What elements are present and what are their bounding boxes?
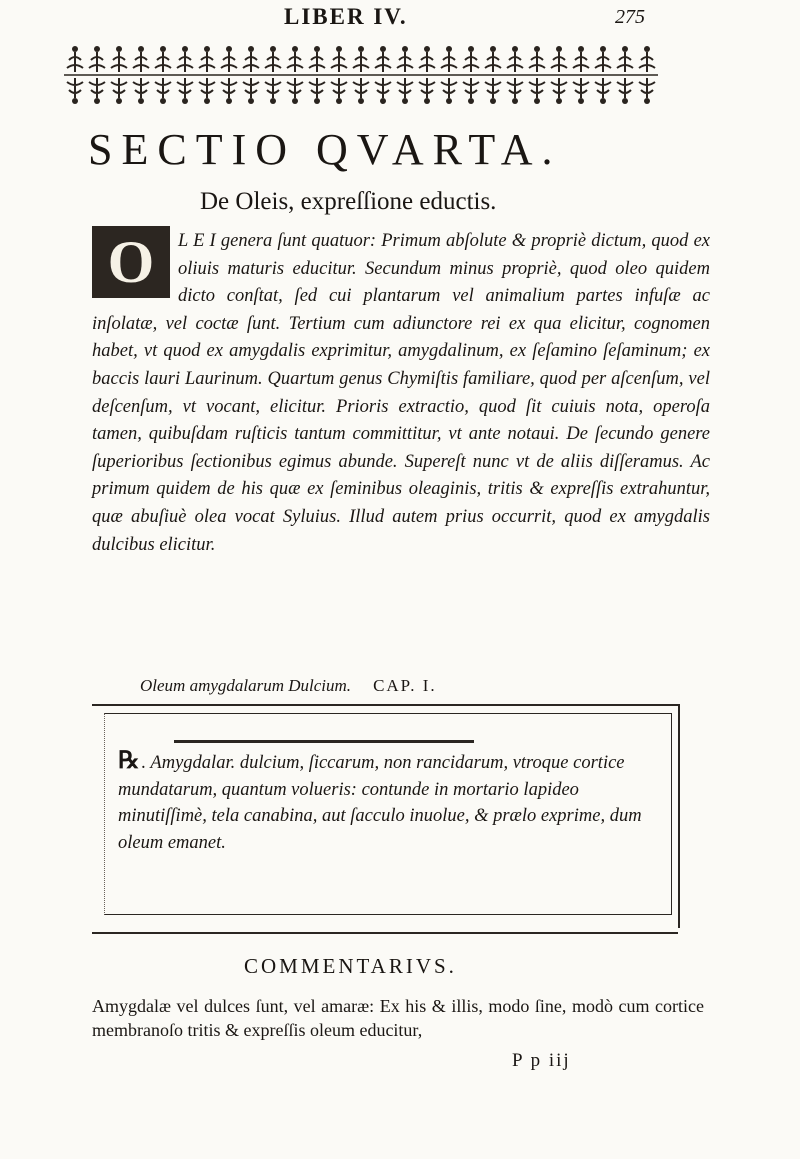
intro-paragraph — [92, 228, 710, 559]
fleuron-border-icon — [64, 42, 658, 108]
recipe-text: . Amygdalar. dulcium, ſiccarum, non rancidarum, vtroque cortice mundatarum, quantum volueris: contunde in mortario lapideo minutiſſimè, tela canabina, aut ſacculo inuolue, & prælo exprime, dum oleum emanet. — [118, 753, 642, 853]
running-head — [0, 4, 800, 34]
chapter-label: Oleum amygdalarum Dulcium. — [140, 676, 352, 695]
section-title: SECTIO QVARTA. — [88, 125, 562, 174]
initial-spacer — [92, 228, 178, 304]
section-subtitle: De Oleis, expreſſione eductis. — [200, 188, 497, 215]
recipe-symbol: ℞ — [118, 748, 140, 774]
chapter-heading — [140, 676, 437, 696]
chapter-number: CAP. I. — [373, 676, 437, 695]
intro-text: L E I genera ſunt quatuor: Primum abſolute & propriè dictum, quod ex oliuis maturis educitur. Secundum minus propriè, quod oleo quidem dicto conſtat, ſed cui plantarum vel animalium partes infuſæ ac inſolatæ, vel coctæ ſunt. Tertium cum adiunctore rei ex qua elicitur, cognomen habet, vt quod ex amygdalis exprimitur, amygdalinum, ex ſeſamino ſeſaminum; ex baccis lauri Laurinum. Quartum genus Chymiſtis familiare, quod per aſcenſum, vel deſcenſum, vt vocant, elicitur. Prioris extractio, quod ſit cuiuis nota, operoſa tamen, quibuſdam ruſticis tantum committitur, vt ante notaui. De ſecundo genere ſuperioribus ſectionibus egimus abunde. Supereſt nunc vt de aliis diſſeramus. Ac primum quidem de his quæ ex ſeminibus oleaginis, tritis & expreſſis extrahuntur, quæ abuſiuè olea vocat Syluius. Illud autem prius occurrit, quod ex amygdalis dulcibus elicitur. — [92, 231, 710, 555]
commentary-heading: COMMENTARIVS. — [244, 954, 457, 978]
recipe-frame-rule — [92, 932, 678, 934]
ornament-band — [64, 42, 658, 108]
running-title: LIBER IV. — [284, 4, 408, 29]
recipe-paragraph — [118, 748, 658, 856]
signature-mark: P p iij — [512, 1050, 571, 1071]
commentary-paragraph: Amygdalæ vel dulces ſunt, vel amaræ: Ex his & illis, modo ſine, modò cum cortice membranoſo tritis & expreſſis oleum educitur, — [92, 996, 704, 1040]
page-number: 275 — [615, 6, 645, 28]
recipe-top-rule — [174, 740, 474, 743]
decorated-initial: O — [92, 226, 170, 298]
